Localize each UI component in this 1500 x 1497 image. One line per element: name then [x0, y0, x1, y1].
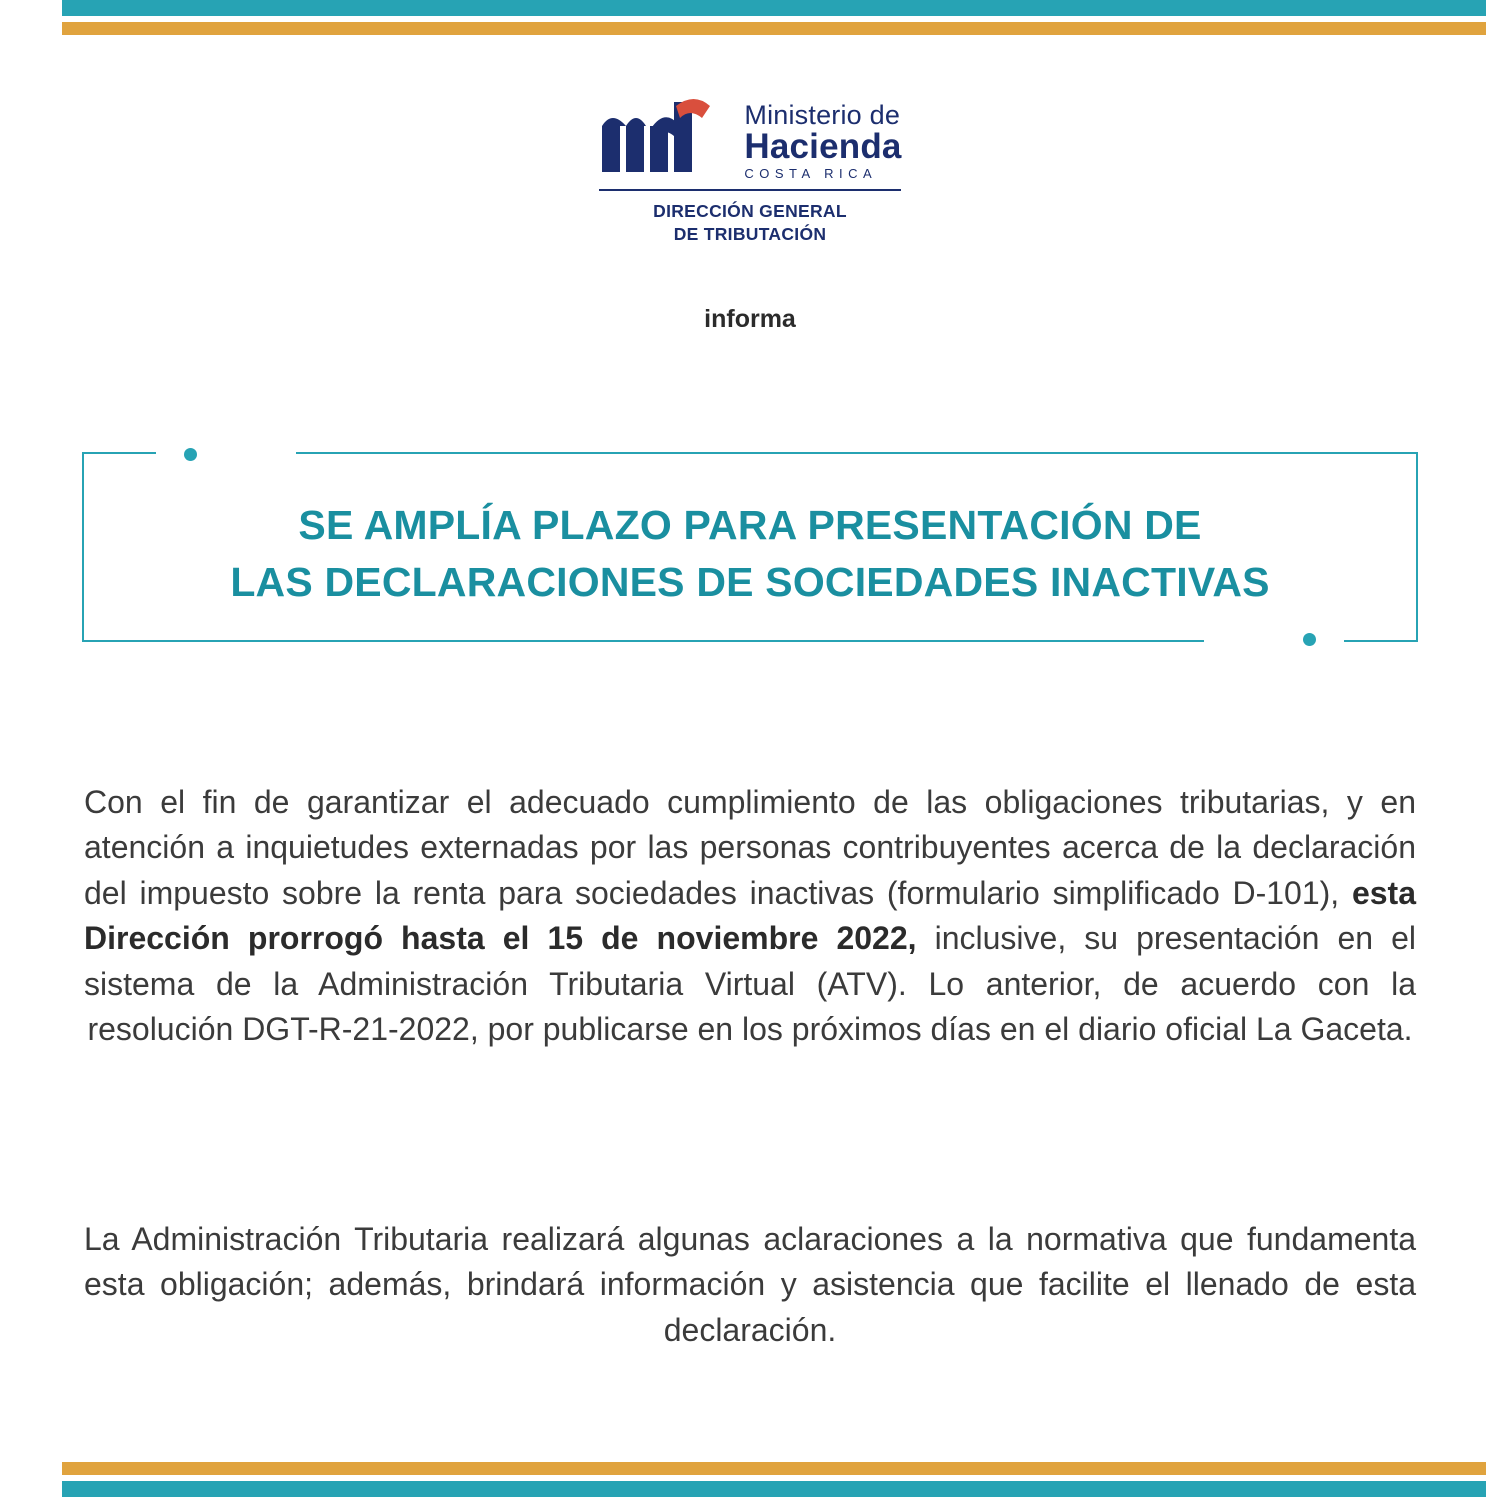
page-title	[82, 497, 1418, 610]
ministry-wordmark	[744, 96, 901, 183]
ministry-line-1: Ministerio de	[744, 100, 901, 130]
ministry-line-3: COSTA RICA	[744, 165, 878, 181]
logo-divider	[599, 189, 901, 191]
top-decorative-band	[0, 0, 1500, 44]
bottom-right-notch	[1486, 1453, 1500, 1497]
ministry-line-2: Hacienda	[744, 127, 902, 166]
frame-gap-top	[156, 451, 296, 457]
department-line-2: DE TRIBUTACIÓN	[673, 224, 827, 245]
bottom-left-notch	[0, 1453, 62, 1497]
informa-label: informa	[704, 305, 796, 333]
department-name	[0, 200, 1500, 247]
bottom-gold-strip	[0, 1462, 1500, 1475]
bottom-decorative-band	[0, 1453, 1500, 1497]
top-teal-strip	[0, 0, 1500, 16]
top-right-notch	[1486, 0, 1500, 44]
logo-row	[598, 96, 901, 183]
body-paragraph-1	[84, 780, 1416, 1053]
frame-dot-top-left	[184, 448, 197, 461]
department-line-1: DIRECCIÓN GENERAL	[653, 200, 847, 221]
paragraph-1-part-2: inclusive, su presentación en el sistema de la Administración Tributaria Virtual (ATV). Lo anterior, de acuerdo con la resolución DGT-R-21-2022, por publicarse en los próximos días en el diario oficial La Gaceta.	[84, 920, 1417, 1048]
header-logo-area	[0, 96, 1500, 247]
frame-dot-bottom-right	[1303, 633, 1316, 646]
mh-monogram-logo-icon	[598, 96, 730, 176]
page-title-line-1: SE AMPLÍA PLAZO PARA PRESENTACIÓN DE	[298, 502, 1202, 548]
paragraph-1-emphasis: esta Dirección prorrogó hasta el 15 de noviembre 2022,	[84, 874, 1416, 957]
paragraph-1-part-1: Con el fin de garantizar el adecuado cumplimiento de las obligaciones tributarias, y en atención a inquietudes externadas por las personas contribuyentes acerca de la declaración del impuesto sobre la renta para sociedades inactivas (formulario simplificado D-101),	[84, 784, 1416, 911]
bottom-teal-strip	[0, 1481, 1500, 1497]
page-title-line-2: LAS DECLARACIONES DE SOCIEDADES INACTIVAS	[230, 558, 1270, 605]
top-gold-strip	[0, 22, 1500, 35]
top-left-notch	[0, 0, 62, 44]
frame-gap-bottom	[1204, 637, 1344, 643]
body-paragraph-2: La Administración Tributaria realizará algunas aclaraciones a la normativa que fundamenta esta obligación; además, brindará información y asistencia que facilite el llenado de esta declaración.	[84, 1221, 1416, 1348]
